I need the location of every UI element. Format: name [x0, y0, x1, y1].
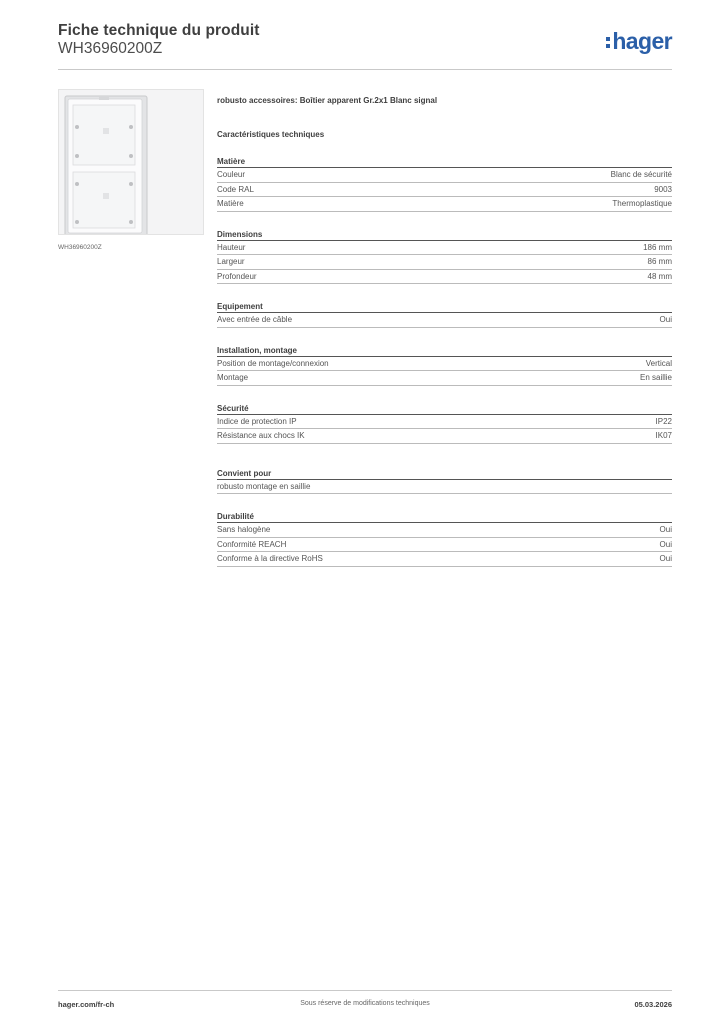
spec-row — [217, 270, 672, 285]
spec-label: Avec entrée de câble — [217, 315, 293, 324]
document-title: Fiche technique du produit — [58, 22, 260, 39]
spec-row — [217, 255, 672, 270]
spec-row — [217, 429, 672, 444]
spec-value: 48 mm — [647, 271, 672, 281]
spec-value: 86 mm — [647, 257, 672, 266]
section-title: Matière — [217, 156, 672, 168]
product-image — [58, 89, 204, 235]
section-matiere — [217, 156, 672, 212]
section-title: Sécurité — [217, 403, 672, 415]
surface-box-illustration — [59, 90, 204, 235]
spec-value: Oui — [659, 539, 672, 549]
spec-value: Vertical — [645, 358, 672, 368]
spec-label: Code RAL — [217, 184, 254, 194]
spec-label: Montage — [217, 373, 249, 382]
spec-row — [217, 538, 672, 553]
spec-value: Blanc de sécurité — [610, 170, 672, 179]
spec-value: IP22 — [655, 416, 672, 426]
product-reference: WH36960200Z — [58, 40, 163, 57]
footer-date: 05.03.2026 — [634, 1000, 672, 1009]
spec-label: Largeur — [217, 257, 245, 266]
section-title: Durabilité — [217, 511, 672, 523]
logo-colon-icon — [606, 37, 610, 48]
hager-logo — [606, 28, 672, 54]
spec-value: Thermoplastique — [612, 199, 672, 208]
image-caption: WH36960200Z — [58, 244, 102, 251]
spec-content — [217, 96, 672, 567]
section-durabilite — [217, 511, 672, 567]
spec-label: Profondeur — [217, 271, 257, 281]
section-convient — [217, 468, 672, 495]
spec-row — [217, 183, 672, 198]
footer-disclaimer: Sous réserve de modifications techniques — [300, 1000, 430, 1007]
spec-label: Hauteur — [217, 242, 246, 252]
spec-value: Oui — [659, 554, 672, 563]
section-securite — [217, 403, 672, 444]
section-title: Dimensions — [217, 229, 672, 241]
spec-row — [217, 197, 672, 212]
section-equipement — [217, 301, 672, 328]
spec-row — [217, 480, 672, 495]
spec-row — [217, 552, 672, 567]
spec-value: Oui — [659, 315, 672, 324]
spec-row — [217, 523, 672, 538]
section-title: Convient pour — [217, 468, 672, 480]
spec-label: Conformité REACH — [217, 539, 287, 549]
spec-value: En saillie — [639, 373, 672, 382]
spec-value: 186 mm — [643, 242, 672, 252]
spec-label: Indice de protection IP — [217, 416, 297, 426]
spec-label: robusto montage en saillie — [217, 481, 311, 491]
section-installation — [217, 345, 672, 386]
section-dimensions — [217, 229, 672, 285]
spec-row — [217, 241, 672, 256]
spec-row — [217, 415, 672, 430]
spec-label: Sans halogène — [217, 525, 271, 534]
product-description: robusto accessoires: Boîtier apparent Gr.2x1 Blanc signal — [217, 96, 438, 105]
spec-label: Matière — [217, 199, 244, 208]
spec-row — [217, 168, 672, 183]
page-header — [58, 22, 672, 70]
spec-row — [217, 357, 672, 372]
spec-value: 9003 — [654, 184, 672, 194]
spec-label: Couleur — [217, 170, 246, 179]
page-footer — [58, 990, 672, 1014]
logo-text: hager — [612, 27, 672, 54]
spec-label: Position de montage/connexion — [217, 358, 329, 368]
footer-website-link[interactable]: hager.com/fr-ch — [58, 1000, 115, 1009]
spec-label: Conforme à la directive RoHS — [217, 554, 323, 563]
spec-label: Résistance aux chocs IK — [217, 431, 305, 440]
spec-value: IK07 — [655, 431, 672, 440]
spec-row — [217, 371, 672, 386]
section-title: Installation, montage — [217, 345, 672, 357]
spec-heading: Caractéristiques techniques — [217, 130, 325, 139]
spec-value: Oui — [659, 525, 672, 534]
section-title: Equipement — [217, 301, 672, 313]
spec-row — [217, 313, 672, 328]
